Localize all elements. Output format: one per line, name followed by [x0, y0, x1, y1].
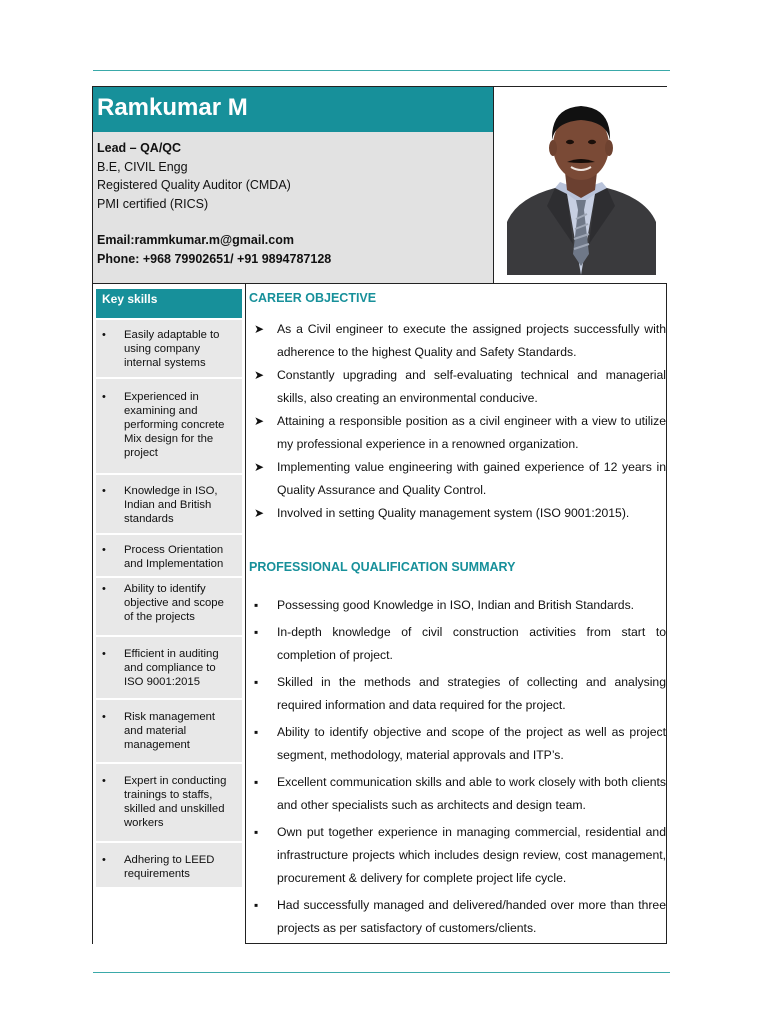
skill-item: • Adhering to LEED requirements — [96, 843, 242, 889]
bottom-rule — [93, 972, 670, 973]
qualification-summary-heading: PROFESSIONAL QUALIFICATION SUMMARY — [249, 560, 516, 574]
skill-item: • Efficient in auditing and compliance to ISO 9001:2015 — [96, 637, 242, 700]
header-panel — [93, 87, 493, 283]
key-skills-title: Key skills — [102, 292, 158, 306]
objective-item: ➤ Constantly upgrading and self-evaluating technical and managerial skills, also creating an environmental conducive. — [254, 368, 666, 405]
qualification-line: Registered Quality Auditor (CMDA) — [97, 178, 291, 192]
objective-item: ➤ Implementing value engineering with gained experience of 12 years in Quality Assurance and Quality Control. — [254, 460, 666, 497]
skill-item: • Experienced in examining and performing concrete Mix design for the project — [96, 379, 242, 475]
resume-page — [92, 86, 667, 944]
qualification-item: ▪ In-depth knowledge of civil construction activities from start to completion of project. — [254, 625, 666, 662]
skill-item: • Expert in conducting trainings to staffs, skilled and unskilled workers — [96, 764, 242, 843]
skill-item: • Knowledge in ISO, Indian and British standards — [96, 475, 242, 535]
objective-item: ➤ As a Civil engineer to execute the assigned projects successfully with adherence to the highest Quality and Safety Standards. — [254, 322, 666, 359]
skill-item: • Ability to identify objective and scope of the projects — [96, 578, 242, 637]
qualification-line: PMI certified (RICS) — [97, 196, 209, 211]
email-line: Email:rammkumar.m@gmail.com — [97, 233, 294, 247]
qualification-item: ▪ Skilled in the methods and strategies of collecting and analysing required information and data required for the project. — [254, 675, 666, 712]
qualification-item: ▪ Own put together experience in managing commercial, residential and infrastructure projects which includes design review, cost management, procurement & delivery for complete project life cycle. — [254, 825, 666, 885]
qualification-line: B.E, CIVIL Engg — [97, 159, 188, 174]
qualification-item: ▪ Had successfully managed and delivered/handed over more than three projects as per satisfactory of customers/clients. — [254, 898, 666, 935]
key-skills-list — [96, 320, 242, 889]
photo-frame — [494, 87, 667, 283]
career-objective-list — [254, 318, 666, 525]
skill-item: • Risk management and material management — [96, 700, 242, 764]
main-content — [246, 284, 667, 944]
header-details — [97, 139, 331, 268]
qualification-item: ▪ Excellent communication skills and able to work closely with both clients and other specialists such as architects and design team. — [254, 775, 666, 812]
skill-item: • Process Orientation and Implementation — [96, 535, 242, 578]
skill-item: • Easily adaptable to using company internal systems — [96, 320, 242, 379]
top-rule — [93, 70, 670, 71]
name-bar — [93, 87, 493, 132]
role-title: Lead – QA/QC — [97, 141, 182, 155]
qualification-item: ▪ Ability to identify objective and scope of the project as well as project segment, methodology, material approvals and ITP’s. — [254, 725, 666, 762]
career-objective-heading: CAREER OBJECTIVE — [249, 291, 377, 305]
objective-item: ➤ Attaining a responsible position as a civil engineer with a view to utilize my professional experience in a renowned organization. — [254, 414, 666, 451]
key-skills-header — [96, 289, 242, 318]
candidate-name: Ramkumar M — [97, 94, 248, 121]
profile-photo — [507, 94, 656, 275]
qualification-summary-list — [254, 594, 666, 940]
key-skills-sidebar — [93, 284, 245, 944]
objective-item: ➤ Involved in setting Quality management system (ISO 9001:2015). — [254, 506, 630, 520]
phone-line: Phone: +968 79902651/ +91 9894787128 — [97, 251, 332, 266]
qualification-item: ▪ Possessing good Knowledge in ISO, Indian and British Standards. — [254, 598, 635, 612]
